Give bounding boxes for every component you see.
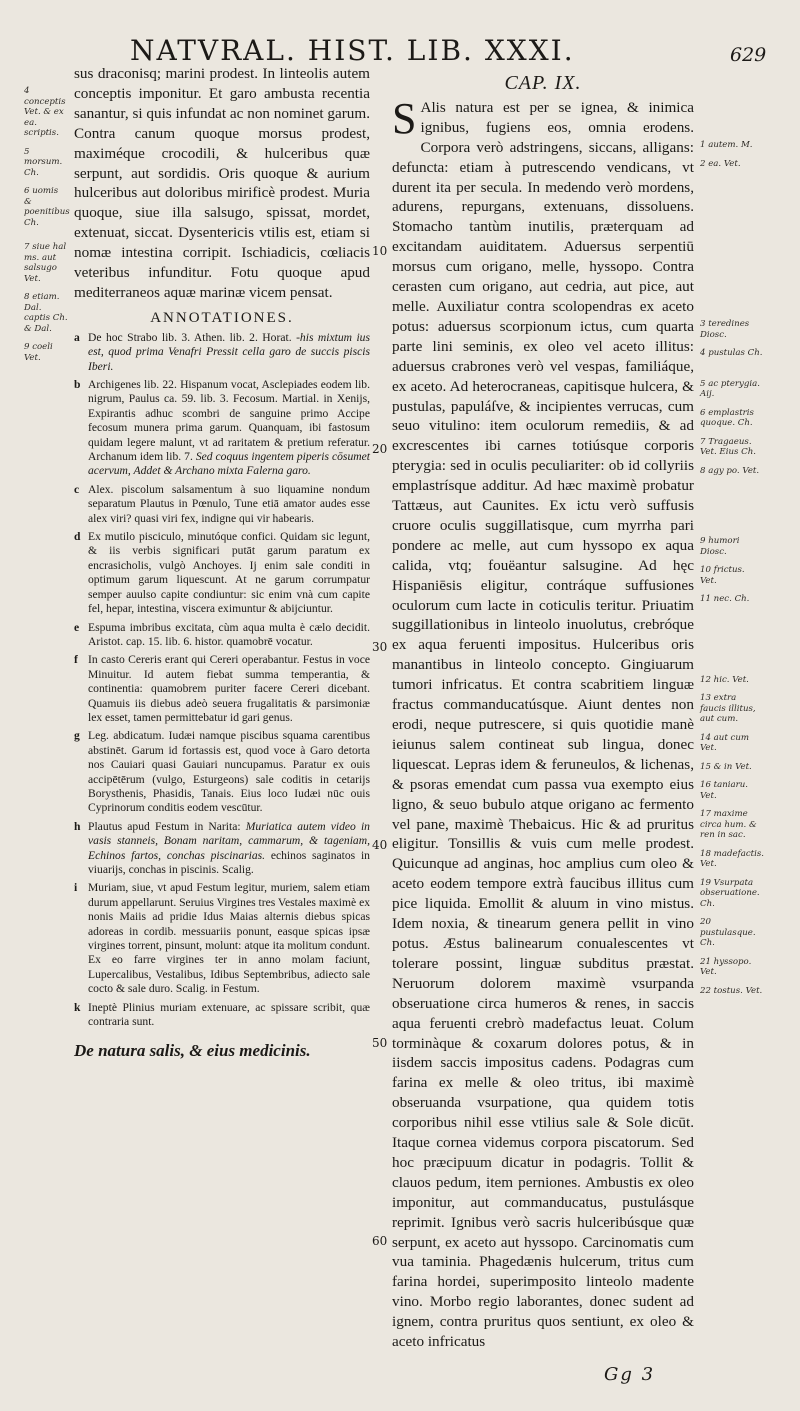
- annotation-h: h Plautus apud Festum in Narita: Muriatica autem video in vasis stanneis, Bonam naritam, cammarum, & tageniam, Echinos fartos, conchas piscinarias. echinos saginatos in viuarijs, conchas in piscinis. Scalig.: [74, 819, 370, 876]
- gutter-note: 4 pustulas Ch.: [700, 348, 763, 358]
- gutter-note: 17 maxime circa hum. & ren in sac.: [700, 809, 757, 840]
- left-column: [74, 64, 370, 1061]
- gutter-note: 8 etiam. Dal. captis Ch. & Dal.: [24, 292, 68, 334]
- gutter-note: 10 frictus. Vet.: [700, 565, 745, 586]
- gutter-note: 1 autem. M.: [700, 140, 753, 150]
- chapter-heading: CAP. IX.: [504, 72, 582, 94]
- gutter-note: 18 madefactis. Vet.: [700, 848, 764, 869]
- gutter-note: 15 & in Vet.: [700, 761, 752, 772]
- line-number: 60: [372, 1234, 388, 1248]
- annotation-f: f In casto Cereris erant qui Cereri operabantur. Festus in voce Minuitur. Id autem fiebat summa temperantia, & continentia: quamobrem puriter facere Cereri dicebant. Quamuis iis diebus adeò seuera frugalitatis & parsimoniæ lex esset, tamen permittebatur id gari genus.: [74, 653, 370, 724]
- gutter-note: 20 pustulasque. Ch.: [700, 917, 756, 948]
- gutter-note: 6 uomis & poenitibus Ch.: [24, 186, 70, 228]
- signature-mark: Gg 3: [604, 1364, 656, 1385]
- annotation-g: g Leg. abdicatum. Iudæi namque piscibus squama carentibus abstinēt. Garum id fortassis est, quod voce à Garo detorta nos Cauiari quasi Gauiari nuncupamus. Paratur ex ouis accipētērum (vulgo, Esturgeons) sale coditis in cetarijs Borysthenis, Phasidis, Tanais. Eius loco Iudæi nūc ouis Cyprinorum conditis eodem vescūtur.: [74, 729, 370, 815]
- annotation-b: b Archigenes lib. 22. Hispanum vocat, Asclepiades eodem lib. nigrum, Paulus ca. 59. lib. 3. Fecosum. Martial. in Xenijs, Expirantis adhuc scombri de sanguine primo Accipe fecosum munera prima garum. Quanquam, ibi fastosum quidam legere malunt, vt ad raritatem & pretium referatur. Archanum idem lib. 7. Sed coquus ingentem piperis cōsumet acervum, Addet & Archano mixta Falerna garo.: [74, 378, 370, 478]
- annotation-d: d Ex mutilo pisciculo, minutóque confici. Quidam sic legunt, & iis verbis significari putāt garum paratum ex encrasicholis, vulgò Anchoyes. Ij enim sale conditi in optimum garum liquescunt. At ne garum corrumpatur semper auulso capite condiuntur: sic enim vnà cum capite fel, hepar, intestina, viscera eximuntur & abijciuntur.: [74, 530, 370, 616]
- annotation-i: i Muriam, siue, vt apud Festum legitur, muriem, salem etiam durum appellarunt. Seruius Virgines tres Vestales maximè ex nonis Maiis ad pridie Idus Maias alternis diebus spicas adoreas in cordib. messuariis ponunt, easque spicas ipsæ virgines torrent, pinsunt, molunt: atque ita molitum condunt. Ex eo farre virgines ter in anno molam faciunt, Lupercalibus, Vestalibus, Idibus Septembribus, adiecto sale cocto & sale duro. Scalig. in Festum.: [74, 881, 371, 996]
- right-main-text: S Alis natura est per se ignea, & inimica ignibus, fugiens eos, omnia erodens. Corpora verò adstringens, siccans, alligans: defuncta: etiam à putrescendo vendicans, vt durent ita per secula. In medendo verò mordens, adurens, repurgans, extenuans, dissoluens. Stomacho tantùm inutilis, præterquam ad excitandam auiditatem. Aduersus serpentiū morsus cum origano, melle, hyssopo. Contra cerasten cum origano, aut cedria, aut pice, aut melle. Auxiliatur contra scolopendras ex aceto potus: aduersus scorpionum ictus, cum quarta parte lini seminis, ex oleo vel aceto illitus: aduersus crabrones verò vel vespas, familiáque, ex aceto. Ad heterocraneas, capitisque hulcera, & pustulas, papuláſve, & incipientes verrucas, cum seuo vitulino: item oculorum remediis, & ad excrescentes ibi carnes totiúsque corporis pterygia: sed in oculis peculiariter: ob id collyriis emplastrísque additur. Ad hæc maximè probatur Tattæus, aut Caunites. Ex ictu verò suffusis cruore oculis suggillatisque, cum myrrha pari pondere ac melle, aut cum hyssopo ex aqua calida, vtq; fouëantur salsugine. Ad hęc Hispaniēsis eligitur, contráque suffusiones oculorum cum lacte in coticulis teritur. Priuatim suggillationibus in linteolo inuolutus, crebróque ex aqua feruenti impositus. Hulceribus oris manantibus in linteolo concepto. Gingiuarum tumori infricatus. Et contra scabritiem linguæ fractus commanducatúsque. Aiunt dentes non erodi, neque putrescere, si quis quotidie manè ieiunus salem contineat sub lingua, donec liquescat. Lepras idem & feruneulos, & lichenas, & psoras emendat cum passa vua exempto eius ligno, & seuo bubulo atque origano ac fermento vel pane, maximè Thebaicus. Hic & ad pruritus eligitur. Tonsillis & vuis cum melle prodest. Quicunque ad anginas, hoc amplius cum oleo & aceto eodem tempore extrà faucibus illitus cum pice liquida. Emollit & aluum in vino mistus. Idem noxia, & tinearum genera pellit in vino potus. Æstus balinearum conualescentes vt tolerare possint, linguæ subditus præstat. Neruorum dolorem maximè vsurpanda obseruatione circa humeros & renes, in saccis aqua feruenti crebrò madefactus leuat. Colum torminàque & coxarum dolores potus, & in iisdem saccis impositus cadens. Podagras cum farina ex melle & oleo tritus, ibi maximè obseruanda vsurpatione, qua quidem totis corporibus nihil esse vtilius sale & Sole dicūt. Itaque cornea videmus corpora piscatorum. Sed hoc præcipuum dicatur in podagris. Tollit & clauos pedum, item perniones. Ambustis ex oleo imponitur, aut commanducatus, pustulásque reprimit. Ignibus verò sacris hulceribúsque quæ serpunt, ex aceto aut hyssopo. Carcinomatis cum vua taminia. Phagedænis hulcerum, tritus cum farina hordei, superimposito linteolo madente vino. Morbo regio laborantes, donec sudent ad ignem, contra pruritus quos sentiunt, ex oleo & aceto infricatus: [392, 93, 694, 1351]
- gutter-note: 4 conceptis Vet. & ex ea. scriptis.: [24, 86, 66, 138]
- line-number: 40: [372, 838, 388, 852]
- gutter-note: 22 tostus. Vet.: [700, 985, 763, 996]
- gutter-note: 7 Tragaeus. Vet. Eius Ch.: [700, 436, 756, 457]
- gutter-note: 14 aut cum Vet.: [700, 732, 750, 753]
- annotation-c: c Alex. piscolum salsamentum à suo liquamine nondum separatum Plautus in Pœnulo, Tune etiā amator audes esse alex viri? quasi viri fex, indigne qui vir habearis.: [74, 482, 370, 525]
- annotation-k: k Ineptè Plinius muriam extenuare, ac spissare scribit, quæ contraria sunt.: [74, 1000, 370, 1029]
- right-gutter-notes: [700, 110, 764, 1004]
- annotation-e: e Espuma imbribus excitata, cùm aqua multa è cælo decidit. Aristot. cap. 15. lib. 6. histor. quamobrē vocatur.: [74, 620, 370, 648]
- gutter-note: 16 taniaru. Vet.: [700, 780, 749, 801]
- gutter-note: 6 emplastris quoque. Ch.: [700, 407, 754, 428]
- left-gutter-notes: [24, 86, 68, 371]
- annotation-a: a De hoc Strabo lib. 3. Athen. lib. 2. Horat. -his mixtum ius est, quod prima Venafri Pressit cella garo de succis piscis Iberi.: [74, 330, 370, 373]
- gutter-note: 5 ac pterygia. Aij.: [700, 378, 760, 399]
- right-column: [392, 64, 694, 1352]
- line-number: 30: [372, 640, 388, 654]
- left-main-text: sus draconisq; marini prodest. In linteolis autem conceptis imponitur. Et garo ambusta recentia sanantur, si quis infundat ac non nominet garum. Contra canum quoque morsus prodest, maximéque crocodili, & hulceribus quæ serpunt, aut sordidis. Oris quoque & aurium hulceribus aut doloribus mirificè prodest. Muria quoque, siue illa salsugo, spissat, mordet, extenuat, siccat. Dysentericis vtilis est, etiam si nomæ intestina corripit. Ischiadicis, cœliacis veteribus infunditur. Fotu quoque apud mediterraneos aquæ marinæ vicem pensat.: [74, 65, 370, 301]
- line-number: 50: [372, 1036, 388, 1050]
- gutter-note: 7 siue hal ms. aut salsugo Vet.: [24, 242, 67, 284]
- gutter-note: 8 agy po. Vet.: [700, 465, 760, 476]
- gutter-note: 5 morsum. Ch.: [24, 146, 63, 178]
- gutter-note: 9 humori Diosc.: [700, 536, 740, 557]
- annotations-heading: ANNOTATIONES.: [150, 309, 294, 326]
- gutter-note: 13 extra faucis illitus, aut cum.: [700, 693, 756, 724]
- drop-cap: S: [392, 93, 417, 143]
- gutter-note: 3 teredines Diosc.: [700, 319, 750, 340]
- page-number: 629: [730, 44, 767, 66]
- gutter-note: 21 hyssopo. Vet.: [700, 956, 752, 977]
- gutter-note: 9 coeli Vet.: [24, 342, 53, 363]
- gutter-note: 2 ea. Vet.: [700, 158, 741, 169]
- line-number: 20: [372, 442, 388, 456]
- gutter-note: 19 Vsurpata obseruatione. Ch.: [700, 877, 760, 909]
- section-title: De natura salis, & eius medicinis.: [74, 1041, 311, 1061]
- running-title: NATVRAL. HIST. LIB. XXXI.: [130, 34, 575, 67]
- gutter-note: 12 hic. Vet.: [700, 674, 749, 685]
- line-number: 10: [372, 244, 388, 258]
- gutter-note: 11 nec. Ch.: [700, 594, 750, 604]
